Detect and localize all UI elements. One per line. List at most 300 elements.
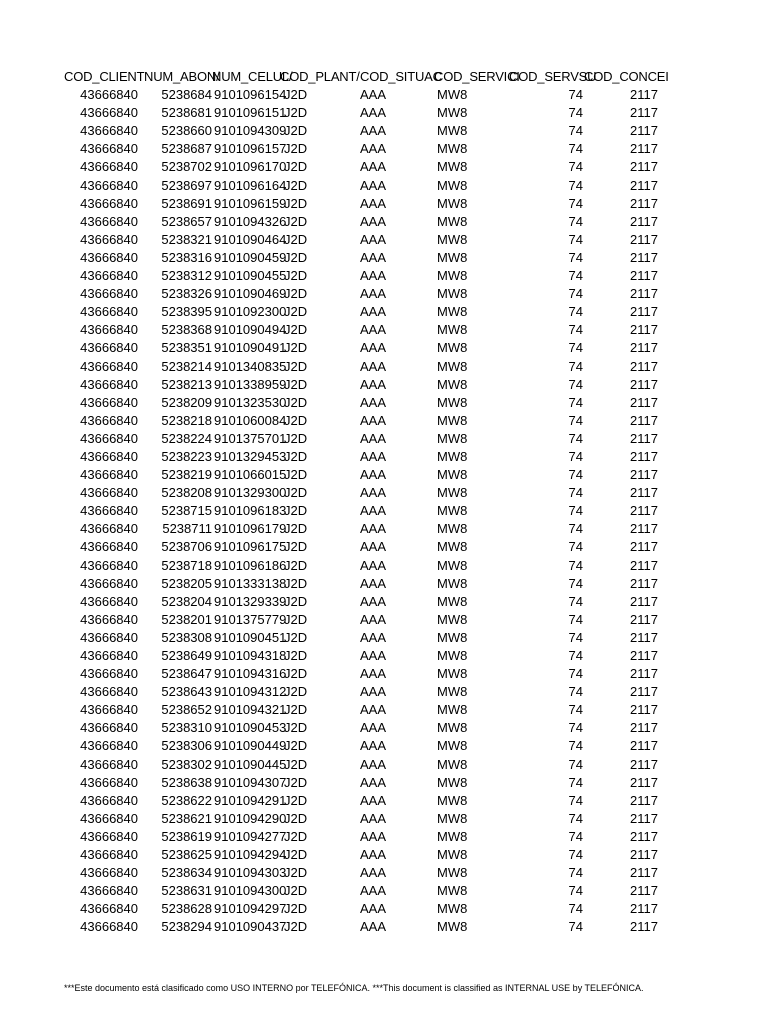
table-row: [64, 285, 660, 303]
cell-cod-servicio: MW8: [437, 810, 468, 826]
table-row: [64, 701, 660, 719]
table-row: [64, 339, 660, 357]
cell-cod-servicio: MW8: [437, 901, 468, 917]
cell-cod-concepto: 2117: [630, 304, 658, 320]
cell-cod-plantar: J2D: [284, 720, 308, 736]
cell-cod-servicio: MW8: [437, 195, 468, 211]
table-row: [64, 249, 660, 267]
cell-cod-concepto: 2117: [630, 195, 658, 211]
cell-cod-plantar: J2D: [284, 611, 308, 627]
cell-cod-concepto: 2117: [630, 467, 658, 483]
cell-cod-servsupl: 74: [568, 268, 583, 284]
cell-cod-servsupl: 74: [568, 720, 583, 736]
cell-num-celular: 9101094312: [214, 684, 287, 700]
cell-cod-plantar: J2D: [284, 340, 308, 356]
cell-num-abonado: 5238684: [161, 87, 212, 103]
cell-cod-concepto: 2117: [630, 141, 658, 157]
cell-cod-cliente: 43666840: [80, 521, 138, 537]
cell-cod-plantar: J2D: [284, 159, 308, 175]
cell-cod-concepto: 2117: [630, 738, 658, 754]
cell-cod-concepto: 2117: [630, 177, 658, 193]
cell-cod-cliente: 43666840: [80, 141, 138, 157]
table-row: [64, 448, 660, 466]
cell-cod-servicio: MW8: [437, 575, 468, 591]
cell-cod-concepto: 2117: [630, 901, 658, 917]
cell-cod-situacion: AAA: [360, 159, 387, 175]
cell-cod-situacion: AAA: [360, 629, 387, 645]
table-row: [64, 864, 660, 882]
cell-cod-concepto: 2117: [630, 105, 658, 121]
cell-num-celular: 9101090449: [214, 738, 287, 754]
cell-num-abonado: 5238209: [161, 394, 212, 410]
cell-cod-situacion: AAA: [360, 865, 387, 881]
cell-cod-plantar: J2D: [284, 702, 308, 718]
cell-cod-cliente: 43666840: [80, 847, 138, 863]
cell-cod-situacion: AAA: [360, 467, 387, 483]
cell-cod-concepto: 2117: [630, 756, 658, 772]
cell-cod-cliente: 43666840: [80, 756, 138, 772]
cell-cod-servicio: MW8: [437, 557, 468, 573]
cell-cod-servicio: MW8: [437, 412, 468, 428]
column-header: NUM_CELUL/: [212, 69, 293, 84]
cell-cod-plantar: J2D: [284, 865, 308, 881]
cell-cod-servicio: MW8: [437, 774, 468, 790]
cell-num-celular: 9101333138: [214, 575, 287, 591]
cell-cod-servicio: MW8: [437, 756, 468, 772]
cell-cod-servicio: MW8: [437, 847, 468, 863]
cell-cod-servicio: MW8: [437, 648, 468, 663]
cell-cod-servicio: MW8: [437, 738, 468, 754]
cell-num-celular: 9101090455: [214, 268, 287, 284]
cell-cod-situacion: AAA: [360, 684, 387, 700]
cell-cod-servsupl: 74: [568, 901, 583, 917]
cell-cod-servsupl: 74: [568, 883, 583, 899]
cell-cod-servsupl: 74: [568, 557, 583, 573]
cell-cod-servicio: MW8: [437, 865, 468, 881]
cell-cod-concepto: 2117: [630, 828, 658, 844]
cell-num-celular: 9101060084: [214, 412, 287, 428]
cell-cod-servsupl: 74: [568, 249, 583, 265]
cell-cod-cliente: 43666840: [80, 593, 138, 609]
cell-num-celular: 9101094294: [214, 847, 287, 863]
cell-cod-situacion: AAA: [360, 810, 387, 826]
cell-cod-servsupl: 74: [568, 503, 583, 519]
cell-num-abonado: 5238622: [161, 792, 212, 808]
cell-num-abonado: 5238691: [161, 195, 212, 211]
cell-num-celular: 9101066015: [214, 467, 287, 483]
cell-cod-cliente: 43666840: [80, 738, 138, 754]
cell-cod-servicio: MW8: [437, 792, 468, 808]
cell-cod-cliente: 43666840: [80, 213, 138, 229]
cell-num-celular: 9101096179: [214, 521, 287, 537]
cell-cod-servsupl: 74: [568, 105, 583, 121]
cell-cod-plantar: J2D: [284, 593, 308, 609]
cell-cod-cliente: 43666840: [80, 539, 138, 555]
cell-cod-concepto: 2117: [630, 249, 658, 265]
cell-cod-servsupl: 74: [568, 792, 583, 808]
cell-cod-servicio: MW8: [437, 213, 468, 229]
cell-num-celular: 9101094290: [214, 810, 287, 826]
table-row: [64, 520, 660, 538]
cell-cod-concepto: 2117: [630, 412, 658, 428]
cell-cod-concepto: 2117: [630, 430, 658, 446]
cell-num-abonado: 5238201: [161, 611, 212, 627]
cell-cod-situacion: AAA: [360, 249, 387, 265]
cell-num-abonado: 5238631: [161, 883, 212, 899]
cell-cod-concepto: 2117: [630, 286, 658, 302]
table-row: [64, 557, 660, 575]
table-row: [64, 412, 660, 430]
cell-cod-servsupl: 74: [568, 756, 583, 772]
cell-cod-plantar: J2D: [284, 286, 308, 302]
cell-num-celular: 9101094291: [214, 792, 287, 808]
cell-cod-concepto: 2117: [630, 720, 658, 736]
cell-cod-plantar: J2D: [284, 430, 308, 446]
cell-cod-cliente: 43666840: [80, 340, 138, 356]
cell-cod-plantar: J2D: [284, 792, 308, 808]
cell-cod-situacion: AAA: [360, 720, 387, 736]
table-row: [64, 647, 660, 665]
cell-cod-plantar: J2D: [284, 774, 308, 790]
cell-cod-servsupl: 74: [568, 87, 583, 103]
cell-cod-cliente: 43666840: [80, 376, 138, 392]
cell-num-abonado: 5238312: [161, 268, 212, 284]
cell-cod-cliente: 43666840: [80, 810, 138, 826]
cell-cod-servsupl: 74: [568, 231, 583, 247]
cell-num-celular: 9101094300: [214, 883, 287, 899]
cell-cod-servicio: MW8: [437, 611, 468, 627]
cell-cod-servicio: MW8: [437, 593, 468, 609]
cell-cod-plantar: J2D: [284, 901, 308, 917]
table-row: [64, 629, 660, 647]
cell-num-abonado: 5238660: [161, 123, 212, 139]
cell-cod-servicio: MW8: [437, 249, 468, 265]
cell-cod-plantar: J2D: [284, 249, 308, 265]
cell-cod-concepto: 2117: [630, 268, 658, 284]
cell-cod-concepto: 2117: [630, 340, 658, 356]
cell-cod-servsupl: 74: [568, 467, 583, 483]
cell-num-abonado: 5238687: [161, 141, 212, 157]
cell-cod-cliente: 43666840: [80, 485, 138, 501]
cell-cod-situacion: AAA: [360, 412, 387, 428]
cell-num-abonado: 5238706: [161, 539, 212, 555]
cell-cod-plantar: J2D: [284, 123, 308, 139]
cell-cod-situacion: AAA: [360, 539, 387, 555]
table-row: [64, 683, 660, 701]
cell-cod-situacion: AAA: [360, 87, 387, 103]
cell-cod-cliente: 43666840: [80, 159, 138, 175]
cell-cod-servsupl: 74: [568, 123, 583, 139]
cell-cod-plantar: J2D: [284, 412, 308, 428]
table-row: [64, 122, 660, 140]
cell-cod-concepto: 2117: [630, 575, 658, 591]
cell-num-abonado: 5238681: [161, 105, 212, 121]
cell-cod-concepto: 2117: [630, 87, 658, 103]
cell-cod-situacion: AAA: [360, 919, 387, 935]
cell-cod-cliente: 43666840: [80, 611, 138, 627]
cell-cod-plantar: J2D: [284, 828, 308, 844]
cell-cod-servicio: MW8: [437, 322, 468, 338]
cell-cod-concepto: 2117: [630, 847, 658, 863]
cell-cod-servicio: MW8: [437, 539, 468, 555]
cell-num-abonado: 5238702: [161, 159, 212, 175]
classification-footer: ***Este documento está clasificado como USO INTERNO por TELEFÓNICA. ***This document is classified as INTERNAL USE by TELEFÓNICA.: [64, 983, 644, 993]
cell-cod-plantar: J2D: [284, 629, 308, 645]
cell-cod-servicio: MW8: [437, 268, 468, 284]
cell-num-celular: 9101094307: [214, 774, 287, 790]
cell-num-celular: 9101094318: [214, 648, 287, 663]
cell-num-abonado: 5238218: [161, 412, 212, 428]
cell-cod-servicio: MW8: [437, 666, 468, 682]
cell-cod-plantar: J2D: [284, 195, 308, 211]
cell-num-celular: 9101094303: [214, 865, 287, 881]
table-row: [64, 882, 660, 900]
cell-cod-cliente: 43666840: [80, 557, 138, 573]
cell-cod-concepto: 2117: [630, 774, 658, 790]
cell-cod-servsupl: 74: [568, 611, 583, 627]
cell-cod-cliente: 43666840: [80, 503, 138, 519]
cell-num-abonado: 5238647: [161, 666, 212, 682]
cell-cod-cliente: 43666840: [80, 666, 138, 682]
cell-cod-concepto: 2117: [630, 810, 658, 826]
cell-num-celular: 9101090459: [214, 249, 287, 265]
cell-cod-cliente: 43666840: [80, 268, 138, 284]
cell-cod-cliente: 43666840: [80, 792, 138, 808]
cell-cod-servsupl: 74: [568, 376, 583, 392]
cell-num-abonado: 5238718: [161, 557, 212, 573]
table-row: [64, 484, 660, 502]
cell-cod-plantar: J2D: [284, 648, 308, 663]
cell-cod-situacion: AAA: [360, 883, 387, 899]
cell-num-abonado: 5238204: [161, 593, 212, 609]
cell-cod-situacion: AAA: [360, 485, 387, 501]
cell-num-celular: 9101096183: [214, 503, 287, 519]
cell-cod-servsupl: 74: [568, 430, 583, 446]
table-row: [64, 140, 660, 158]
table-row: [64, 303, 660, 321]
cell-num-celular: 9101090453: [214, 720, 287, 736]
cell-cod-situacion: AAA: [360, 268, 387, 284]
cell-cod-situacion: AAA: [360, 901, 387, 917]
table-row: [64, 466, 660, 484]
table-row: [64, 792, 660, 810]
cell-num-abonado: 5238395: [161, 304, 212, 320]
cell-cod-concepto: 2117: [630, 358, 658, 374]
cell-cod-cliente: 43666840: [80, 177, 138, 193]
cell-cod-servsupl: 74: [568, 666, 583, 682]
cell-cod-situacion: AAA: [360, 358, 387, 374]
cell-num-abonado: 5238223: [161, 448, 212, 464]
cell-num-abonado: 5238619: [161, 828, 212, 844]
cell-cod-cliente: 43666840: [80, 720, 138, 736]
cell-cod-servsupl: 74: [568, 286, 583, 302]
cell-cod-situacion: AAA: [360, 503, 387, 519]
column-header: NUM_ABON/: [144, 69, 220, 84]
cell-cod-servsupl: 74: [568, 738, 583, 754]
cell-num-celular: 9101094316: [214, 666, 287, 682]
cell-cod-servicio: MW8: [437, 828, 468, 844]
cell-cod-servicio: MW8: [437, 159, 468, 175]
cell-cod-concepto: 2117: [630, 919, 658, 935]
cell-cod-situacion: AAA: [360, 648, 387, 663]
cell-cod-cliente: 43666840: [80, 123, 138, 139]
cell-cod-concepto: 2117: [630, 123, 658, 139]
cell-cod-servicio: MW8: [437, 720, 468, 736]
cell-num-abonado: 5238715: [161, 503, 212, 519]
table-row: [64, 394, 660, 412]
table-row: [64, 611, 660, 629]
table-row: [64, 430, 660, 448]
cell-cod-cliente: 43666840: [80, 249, 138, 265]
table-row: [64, 177, 660, 195]
cell-cod-situacion: AAA: [360, 702, 387, 718]
cell-num-abonado: 5238657: [161, 213, 212, 229]
cell-cod-concepto: 2117: [630, 611, 658, 627]
cell-num-celular: 9101094321: [214, 702, 287, 718]
cell-num-celular: 9101340835: [214, 358, 287, 374]
cell-num-abonado: 5238711: [162, 521, 212, 537]
cell-cod-concepto: 2117: [630, 503, 658, 519]
cell-cod-cliente: 43666840: [80, 412, 138, 428]
cell-num-abonado: 5238213: [161, 376, 212, 392]
cell-num-abonado: 5238219: [161, 467, 212, 483]
cell-cod-plantar: J2D: [284, 268, 308, 284]
cell-cod-plantar: J2D: [284, 467, 308, 483]
cell-num-celular: 9101329453: [214, 448, 287, 464]
cell-num-abonado: 5238621: [161, 810, 212, 826]
cell-cod-cliente: 43666840: [80, 629, 138, 645]
cell-cod-servicio: MW8: [437, 376, 468, 392]
cell-cod-situacion: AAA: [360, 575, 387, 591]
table-row: [64, 575, 660, 593]
cell-cod-cliente: 43666840: [80, 919, 138, 935]
cell-cod-cliente: 43666840: [80, 865, 138, 881]
cell-cod-situacion: AAA: [360, 593, 387, 609]
cell-cod-servicio: MW8: [437, 485, 468, 501]
cell-num-celular: 9101096164: [214, 177, 287, 193]
cell-cod-situacion: AAA: [360, 322, 387, 338]
table-row: [64, 828, 660, 846]
cell-cod-servicio: MW8: [437, 919, 468, 935]
cell-cod-servicio: MW8: [437, 684, 468, 700]
cell-cod-situacion: AAA: [360, 792, 387, 808]
cell-cod-cliente: 43666840: [80, 105, 138, 121]
cell-cod-plantar: J2D: [284, 503, 308, 519]
cell-cod-concepto: 2117: [630, 521, 658, 537]
cell-cod-plantar: J2D: [284, 358, 308, 374]
cell-num-abonado: 5238368: [161, 322, 212, 338]
cell-cod-servsupl: 74: [568, 412, 583, 428]
cell-cod-situacion: AAA: [360, 774, 387, 790]
cell-num-celular: 9101096151: [214, 105, 287, 121]
cell-cod-servicio: MW8: [437, 123, 468, 139]
column-header: COD_PLANT/: [280, 69, 360, 84]
cell-cod-plantar: J2D: [284, 87, 308, 103]
cell-num-celular: 9101329300: [214, 485, 287, 501]
cell-cod-plantar: J2D: [284, 141, 308, 157]
cell-num-abonado: 5238652: [161, 702, 212, 718]
cell-cod-servsupl: 74: [568, 177, 583, 193]
cell-cod-servsupl: 74: [568, 141, 583, 157]
cell-num-abonado: 5238310: [161, 720, 212, 736]
cell-cod-cliente: 43666840: [80, 575, 138, 591]
cell-cod-situacion: AAA: [360, 394, 387, 410]
cell-cod-servsupl: 74: [568, 629, 583, 645]
cell-cod-situacion: AAA: [360, 177, 387, 193]
cell-cod-situacion: AAA: [360, 105, 387, 121]
cell-cod-situacion: AAA: [360, 756, 387, 772]
column-header: COD_SERVICI: [434, 69, 520, 84]
table-row: [64, 846, 660, 864]
column-header: COD_CONCEI: [584, 69, 669, 84]
cell-cod-cliente: 43666840: [80, 774, 138, 790]
cell-cod-concepto: 2117: [630, 702, 658, 718]
cell-cod-cliente: 43666840: [80, 231, 138, 247]
cell-cod-situacion: AAA: [360, 847, 387, 863]
cell-cod-cliente: 43666840: [80, 648, 138, 663]
cell-cod-concepto: 2117: [630, 648, 658, 663]
cell-num-abonado: 5238302: [161, 756, 212, 772]
cell-cod-plantar: J2D: [284, 304, 308, 320]
cell-cod-cliente: 43666840: [80, 304, 138, 320]
cell-cod-situacion: AAA: [360, 231, 387, 247]
cell-cod-servsupl: 74: [568, 684, 583, 700]
table-header-row: [64, 68, 669, 86]
cell-num-abonado: 5238649: [161, 648, 212, 663]
cell-cod-servsupl: 74: [568, 358, 583, 374]
cell-cod-situacion: AAA: [360, 123, 387, 139]
cell-cod-situacion: AAA: [360, 195, 387, 211]
cell-cod-cliente: 43666840: [80, 87, 138, 103]
cell-cod-situacion: AAA: [360, 430, 387, 446]
cell-cod-situacion: AAA: [360, 448, 387, 464]
cell-cod-plantar: J2D: [284, 521, 308, 537]
cell-cod-cliente: 43666840: [80, 322, 138, 338]
cell-num-celular: 9101096154: [214, 87, 287, 103]
cell-cod-servicio: MW8: [437, 448, 468, 464]
cell-cod-plantar: J2D: [284, 883, 308, 899]
cell-num-celular: 9101094309: [214, 123, 287, 139]
cell-cod-servsupl: 74: [568, 539, 583, 555]
cell-cod-situacion: AAA: [360, 557, 387, 573]
cell-num-abonado: 5238306: [161, 738, 212, 754]
cell-num-celular: 9101090491: [214, 340, 287, 356]
cell-num-abonado: 5238351: [161, 340, 212, 356]
table-row: [64, 231, 660, 249]
table-row: [64, 665, 660, 683]
table-row: [64, 195, 660, 213]
cell-cod-concepto: 2117: [630, 792, 658, 808]
cell-num-celular: 9101090469: [214, 286, 287, 302]
cell-cod-cliente: 43666840: [80, 286, 138, 302]
cell-cod-plantar: J2D: [284, 485, 308, 501]
table-row: [64, 918, 660, 936]
cell-num-celular: 9101096175: [214, 539, 287, 555]
cell-num-abonado: 5238625: [161, 847, 212, 863]
cell-num-abonado: 5238326: [161, 286, 212, 302]
cell-num-celular: 9101094297: [214, 901, 287, 917]
table-row: [64, 593, 660, 611]
cell-cod-servicio: MW8: [437, 394, 468, 410]
table-row: [64, 376, 660, 394]
cell-cod-servsupl: 74: [568, 159, 583, 175]
cell-cod-plantar: J2D: [284, 666, 308, 682]
cell-cod-concepto: 2117: [630, 539, 658, 555]
cell-cod-cliente: 43666840: [80, 430, 138, 446]
cell-cod-servsupl: 74: [568, 648, 583, 663]
cell-cod-concepto: 2117: [630, 557, 658, 573]
cell-cod-servicio: MW8: [437, 503, 468, 519]
